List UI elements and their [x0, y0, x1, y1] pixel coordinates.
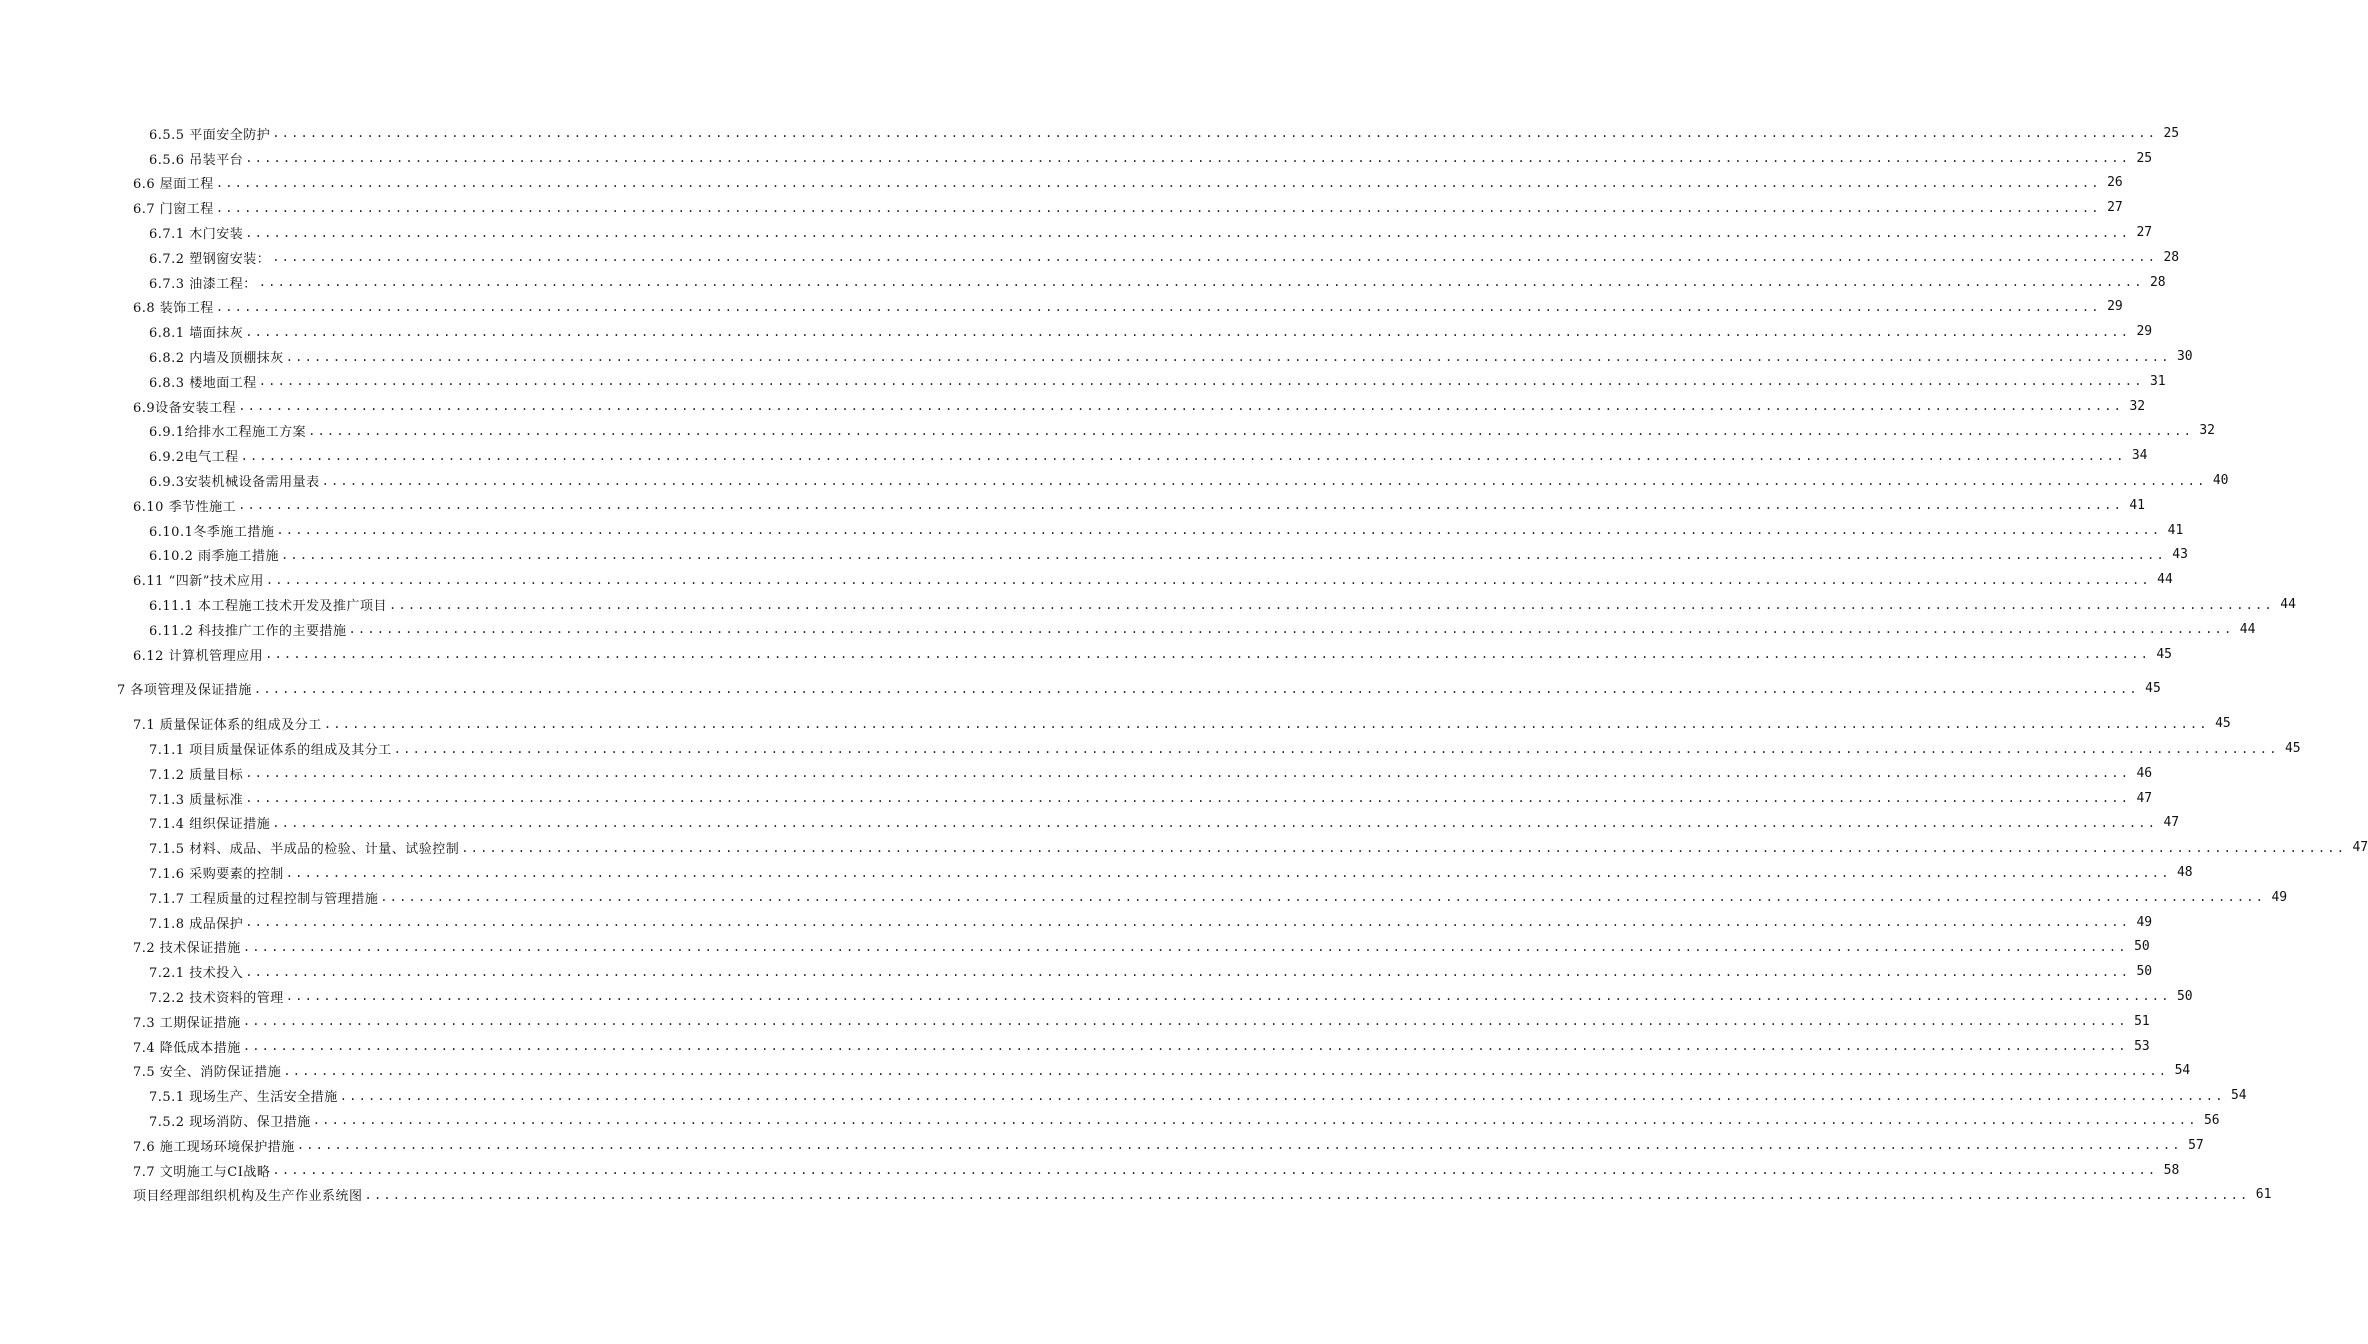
toc-entry[interactable] — [0, 121, 2180, 146]
toc-leader-dots: ........................................................................................................................................................................................................ — [272, 1163, 2158, 1178]
toc-page-number: 27 — [2107, 200, 2123, 216]
toc-page-number: 40 — [2212, 473, 2229, 489]
toc-page-number: 28 — [2163, 249, 2180, 265]
toc-page-number: 29 — [2136, 324, 2153, 340]
toc-leader-dots: ........................................................................................................................................................................................................ — [285, 989, 2171, 1004]
toc-entry-title: 7.1 质量保证体系的组成及分工 — [133, 718, 322, 734]
toc-leader-dots: ........................................................................................................................................................................................................ — [240, 448, 2126, 463]
toc-leader-dots: ........................................................................................................................................................................................................ — [461, 840, 2347, 855]
toc-entry[interactable] — [0, 835, 2368, 860]
toc-entry-title: 7.1.6 采购要素的控制 — [149, 867, 284, 882]
toc-entry[interactable] — [0, 1058, 2191, 1083]
toc-leader-dots: ........................................................................................................................................................................................................ — [258, 275, 2144, 290]
toc-entry-title: 7.4 降低成本措施 — [133, 1040, 241, 1056]
toc-entry[interactable] — [0, 295, 2123, 320]
toc-leader-dots: ........................................................................................................................................................................................................ — [215, 200, 2101, 215]
toc-page-number: 51 — [2134, 1013, 2150, 1029]
toc-entry-title: 7.1.8 成品保护 — [149, 916, 244, 932]
toc-leader-dots: ........................................................................................................................................................................................................ — [242, 1014, 2128, 1029]
toc-page-number: 41 — [2129, 497, 2145, 513]
toc-entry-title: 6.12 计算机管理应用 — [133, 648, 264, 664]
toc-entry-title: 6.9.2电气工程 — [149, 450, 239, 466]
toc-entry[interactable] — [0, 885, 2288, 910]
toc-leader-dots: ........................................................................................................................................................................................................ — [245, 964, 2131, 979]
toc-leader-dots: ........................................................................................................................................................................................................ — [285, 865, 2171, 880]
toc-entry[interactable] — [0, 935, 2150, 960]
toc-leader-dots: ........................................................................................................................................................................................................ — [280, 547, 2166, 562]
toc-leader-dots: ........................................................................................................................................................................................................ — [393, 741, 2279, 756]
toc-leader-dots: ........................................................................................................................................................................................................ — [245, 151, 2131, 166]
toc-leader-dots: ........................................................................................................................................................................................................ — [323, 716, 2209, 731]
toc-leader-dots: ........................................................................................................................................................................................................ — [258, 374, 2144, 389]
toc-entry-title: 6.5.5 平面安全防护 — [149, 127, 271, 143]
toc-page-number: 50 — [2134, 939, 2150, 955]
toc-entry-title: 6.5.6 吊装平台 — [149, 152, 244, 168]
toc-page-number: 47 — [2352, 840, 2368, 856]
toc-leader-dots: ........................................................................................................................................................................................................ — [364, 1187, 2250, 1202]
toc-page-number: 30 — [2176, 349, 2193, 365]
toc-page-number: 32 — [2199, 423, 2215, 439]
toc-entry-title: 7.6 施工现场环境保护措施 — [133, 1139, 295, 1155]
toc-page-number: 46 — [2136, 765, 2153, 781]
toc-page-number: 44 — [2280, 597, 2296, 613]
toc-page-number: 32 — [2129, 398, 2146, 414]
toc-entry-title: 7.2.1 技术投入 — [149, 966, 244, 982]
toc-entry-title: 6.9.1给排水工程施工方案 — [149, 425, 307, 441]
toc-entry[interactable] — [0, 220, 2153, 245]
toc-entry-title: 6.9.3安装机械设备需用量表 — [149, 475, 320, 491]
toc-page-number: 31 — [2149, 373, 2166, 389]
toc-entry[interactable] — [0, 1083, 2247, 1108]
toc-page-number: 58 — [2163, 1162, 2180, 1178]
toc-entry[interactable] — [0, 419, 2215, 444]
toc-entry-title: 6.9设备安装工程 — [133, 400, 237, 416]
toc-entry[interactable] — [0, 1133, 2204, 1158]
toc-leader-dots: ........................................................................................................................................................................................................ — [245, 225, 2131, 240]
toc-page-number: 26 — [2107, 175, 2123, 191]
toc-entry-title: 7.2 技术保证措施 — [133, 941, 241, 957]
toc-entry-title: 7.3 工期保证措施 — [133, 1015, 241, 1031]
toc-entry[interactable] — [0, 468, 2229, 493]
toc-leader-dots: ........................................................................................................................................................................................................ — [242, 1039, 2128, 1054]
toc-page-number: 57 — [2188, 1137, 2204, 1153]
toc-page-number: 50 — [2136, 964, 2153, 980]
toc-page-number: 45 — [2284, 741, 2301, 757]
toc-leader-dots: ........................................................................................................................................................................................................ — [380, 890, 2266, 905]
toc-page-number: 48 — [2176, 865, 2193, 880]
toc-entry-title: 7.7 文明施工与CI战略 — [133, 1164, 271, 1180]
toc-entry-title: 6.10.1冬季施工措施 — [149, 524, 275, 540]
toc-entry[interactable] — [0, 761, 2153, 786]
toc-entry-title: 7.5.2 现场消防、保卫措施 — [149, 1114, 311, 1130]
toc-entry-title: 6.7.2 塑钢窗安装： — [149, 251, 271, 267]
toc-entry[interactable] — [0, 518, 2184, 543]
toc-entry-title: 6.8.2 内墙及顶棚抹灰 — [149, 351, 284, 367]
toc-entry[interactable] — [0, 959, 2153, 984]
toc-entry[interactable] — [0, 592, 2296, 617]
toc-leader-dots: ........................................................................................................................................................................................................ — [265, 647, 2150, 662]
toc-page-number: 34 — [2131, 448, 2148, 464]
toc-entry[interactable] — [0, 171, 2123, 196]
toc-entry-title: 6.11.1 本工程施工技术开发及推广项目 — [149, 599, 387, 615]
toc-entry-title: 7 各项管理及保证措施 — [117, 683, 252, 699]
toc-entry[interactable] — [0, 369, 2166, 394]
toc-entry[interactable] — [0, 1108, 2220, 1133]
toc-entry-title: 6.11 “四新”技术应用 — [133, 574, 264, 590]
toc-entry[interactable] — [0, 493, 2145, 518]
toc-page-number: 61 — [2255, 1187, 2272, 1203]
toc-entry[interactable] — [0, 344, 2193, 369]
toc-page-number: 27 — [2136, 225, 2153, 241]
toc-entry[interactable] — [0, 319, 2153, 344]
toc-page-number: 53 — [2134, 1038, 2150, 1054]
toc-entry[interactable] — [0, 270, 2166, 295]
toc-entry-title: 7.1.2 质量目标 — [149, 767, 244, 783]
toc-leader-dots: ........................................................................................................................................................................................................ — [265, 572, 2151, 587]
toc-entry-title: 7.2.2 技术资料的管理 — [149, 990, 284, 1006]
toc-entry-title: 6.8.1 墙面抹灰 — [149, 326, 244, 342]
toc-leader-dots: ........................................................................................................................................................................................................ — [388, 597, 2274, 612]
toc-entry-title: 7.1.3 质量标准 — [149, 792, 244, 808]
toc-entry-title: 7.5.1 现场生产、生活安全措施 — [149, 1090, 338, 1106]
toc-page-number: 49 — [2271, 889, 2288, 905]
toc-entry-title: 6.8 装饰工程 — [133, 301, 214, 317]
toc-leader-dots: ........................................................................................................................................................................................................ — [296, 1138, 2182, 1153]
toc-page-number: 54 — [2230, 1088, 2247, 1104]
toc-leader-dots: ........................................................................................................................................................................................................ — [215, 175, 2101, 190]
toc-entry[interactable] — [0, 146, 2153, 171]
toc-page-number: 45 — [2145, 681, 2161, 697]
toc-leader-dots: ........................................................................................................................................................................................................ — [283, 1063, 2169, 1078]
toc-leader-dots: ........................................................................................................................................................................................................ — [238, 399, 2124, 414]
toc-page-number: 47 — [2136, 790, 2153, 806]
toc-leader-dots: ........................................................................................................................................................................................................ — [308, 423, 2193, 438]
toc-entry-title: 6.10 季节性施工 — [133, 499, 237, 515]
toc-leader-dots: ........................................................................................................................................................................................................ — [215, 299, 2101, 314]
toc-entry-title: 7.1.1 项目质量保证体系的组成及其分工 — [149, 743, 392, 759]
toc-entry[interactable] — [0, 1034, 2150, 1059]
toc-page-number: 56 — [2203, 1112, 2220, 1128]
toc-page-number: 50 — [2176, 988, 2193, 1004]
toc-entry[interactable] — [0, 736, 2301, 761]
toc-page-number: 25 — [2136, 150, 2153, 166]
toc-leader-dots: ........................................................................................................................................................................................................ — [272, 126, 2158, 141]
toc-entry[interactable] — [0, 984, 2193, 1009]
toc-page-number: 49 — [2136, 914, 2153, 930]
toc-page-number: 29 — [2107, 299, 2123, 315]
toc-entry-title: 7.1.7 工程质量的过程控制与管理措施 — [149, 891, 379, 907]
toc-leader-dots: ........................................................................................................................................................................................................ — [285, 349, 2171, 364]
toc-entry-title: 6.8.3 楼地面工程 — [149, 375, 257, 391]
toc-entry[interactable] — [0, 443, 2148, 468]
toc-entry-title: 6.10.2 雨季施工措施 — [149, 549, 279, 565]
toc-entry[interactable] — [0, 860, 2193, 885]
toc-entry[interactable] — [0, 811, 2180, 836]
toc-entry-title: 6.11.2 科技推广工作的主要措施 — [149, 623, 347, 639]
toc-entry-title: 项目经理部组织机构及生产作业系统图 — [133, 1189, 363, 1205]
toc-entry[interactable] — [0, 1009, 2150, 1034]
toc-entry-title: 6.7 门窗工程 — [133, 202, 214, 218]
toc-page-number: 25 — [2163, 125, 2180, 141]
toc-page-number: 47 — [2163, 815, 2180, 831]
toc-page-number: 44 — [2157, 572, 2173, 588]
toc-entry-title: 6.7.1 木门安装 — [149, 227, 244, 243]
toc-leader-dots: ........................................................................................................................................................................................................ — [253, 681, 2139, 696]
toc-entry[interactable] — [0, 711, 2231, 736]
toc-page-number: 54 — [2174, 1063, 2191, 1079]
toc-entry-title: 7.1.4 组织保证措施 — [149, 817, 271, 833]
toc-entry-title: 6.7.3 油漆工程： — [149, 276, 257, 292]
toc-entry[interactable] — [0, 195, 2123, 220]
toc-leader-dots: ........................................................................................................................................................................................................ — [272, 250, 2158, 265]
toc-leader-dots: ........................................................................................................................................................................................................ — [272, 815, 2158, 830]
toc-leader-dots: ........................................................................................................................................................................................................ — [321, 473, 2207, 488]
toc-entry[interactable] — [0, 910, 2153, 935]
toc-entry[interactable] — [0, 543, 2188, 568]
toc-entry-title: 6.6 屋面工程 — [133, 177, 214, 193]
toc-leader-dots: ........................................................................................................................................................................................................ — [245, 324, 2131, 339]
toc-entry[interactable] — [0, 245, 2180, 270]
toc-page-number: 45 — [2156, 646, 2172, 662]
toc-leader-dots: ........................................................................................................................................................................................................ — [276, 523, 2162, 538]
toc-entry[interactable] — [0, 394, 2146, 419]
toc-entry[interactable] — [0, 1158, 2180, 1183]
toc-leader-dots: ........................................................................................................................................................................................................ — [348, 622, 2234, 637]
toc-page-number: 45 — [2215, 716, 2231, 732]
toc-entry[interactable] — [0, 617, 2256, 642]
toc-page-number: 41 — [2167, 522, 2184, 538]
toc-page-number: 28 — [2149, 274, 2166, 290]
toc-entry[interactable] — [0, 786, 2153, 811]
toc-entry[interactable] — [0, 642, 2172, 667]
table-of-contents — [0, 121, 2368, 1207]
toc-entry[interactable] — [0, 567, 2173, 592]
toc-leader-dots: ........................................................................................................................................................................................................ — [242, 939, 2128, 954]
toc-entry[interactable] — [0, 1182, 2272, 1207]
toc-entry[interactable] — [0, 677, 2161, 702]
toc-leader-dots: ........................................................................................................................................................................................................ — [238, 498, 2123, 513]
toc-leader-dots: ........................................................................................................................................................................................................ — [339, 1088, 2225, 1103]
toc-leader-dots: ........................................................................................................................................................................................................ — [245, 791, 2131, 806]
toc-page-number: 43 — [2172, 547, 2188, 563]
toc-entry-title: 7.1.5 材料、成品、半成品的检验、计量、试验控制 — [149, 842, 460, 858]
toc-page-number: 44 — [2239, 621, 2256, 637]
toc-leader-dots: ........................................................................................................................................................................................................ — [245, 915, 2131, 930]
toc-entry-title: 7.5 安全、消防保证措施 — [133, 1065, 282, 1081]
toc-leader-dots: ........................................................................................................................................................................................................ — [245, 766, 2131, 781]
toc-leader-dots: ........................................................................................................................................................................................................ — [312, 1113, 2198, 1128]
